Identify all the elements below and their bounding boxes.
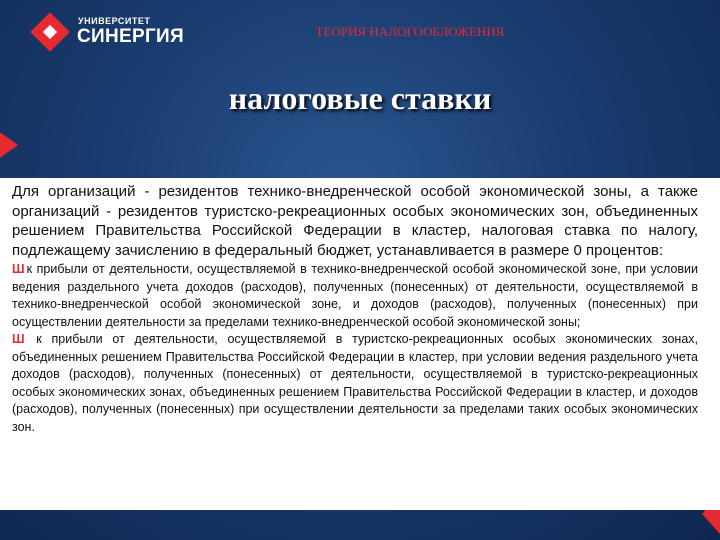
page-title: налоговые ставки	[228, 80, 492, 116]
bullet-item-1	[12, 261, 698, 331]
bullet-item-2	[12, 331, 698, 436]
logo-line2: СИНЕРГИЯ	[77, 26, 184, 47]
logo	[30, 12, 184, 52]
bullet-marker-icon: Ш	[12, 332, 25, 346]
intro-paragraph: Для организаций - резидентов технико-внедренческой особой экономической зоны, а также организаций - резидентов туристско-рекреационных особых экономических зон, объединенных решением Правительства Российской Федерации в кластер, налоговая ставка по налогу, подлежащему зачислению в федеральный бюджет, устанавливается в размере 0 процентов:	[12, 183, 698, 259]
left-triangle-decoration	[0, 128, 18, 162]
content-panel	[0, 178, 720, 510]
logo-line1: УНИВЕРСИТЕТ	[78, 16, 151, 26]
bullet-marker-icon: Ш	[12, 262, 25, 276]
logo-diamond-icon	[30, 12, 70, 52]
bullet-text-2: к прибыли от деятельности, осуществляемой в туристско-рекреационных особых экономических зонах, объединенных решением Правительства Российской Федерации в кластер, при условии ведения раздельного учета доходов (расходов), полученных (понесенных) от деятельности, осуществляемой в туристско-рекреационных особых экономических зонах, объединенных решением Правительства Российской Федерации в кластер, и доходов (расходов), полученных (понесенных) при осуществлении деятельности за пределами таких особых экономических зон.	[12, 332, 698, 434]
bullet-text-1: к прибыли от деятельности, осуществляемой в технико-внедренческой особой экономической зоне, при условии ведения раздельного учета доходов (расходов), полученных (понесенных) от деятельности, осуществляемой в технико-внедренческой особой экономической зоне, и доходов (расходов), полученных (понесенных) при осуществлении деятельности за пределами технико-внедренческой особой экономической зоны;	[12, 262, 698, 329]
subject-header: ТЕОРИЯ НАЛОГООБЛОЖЕНИЯ	[315, 24, 505, 39]
